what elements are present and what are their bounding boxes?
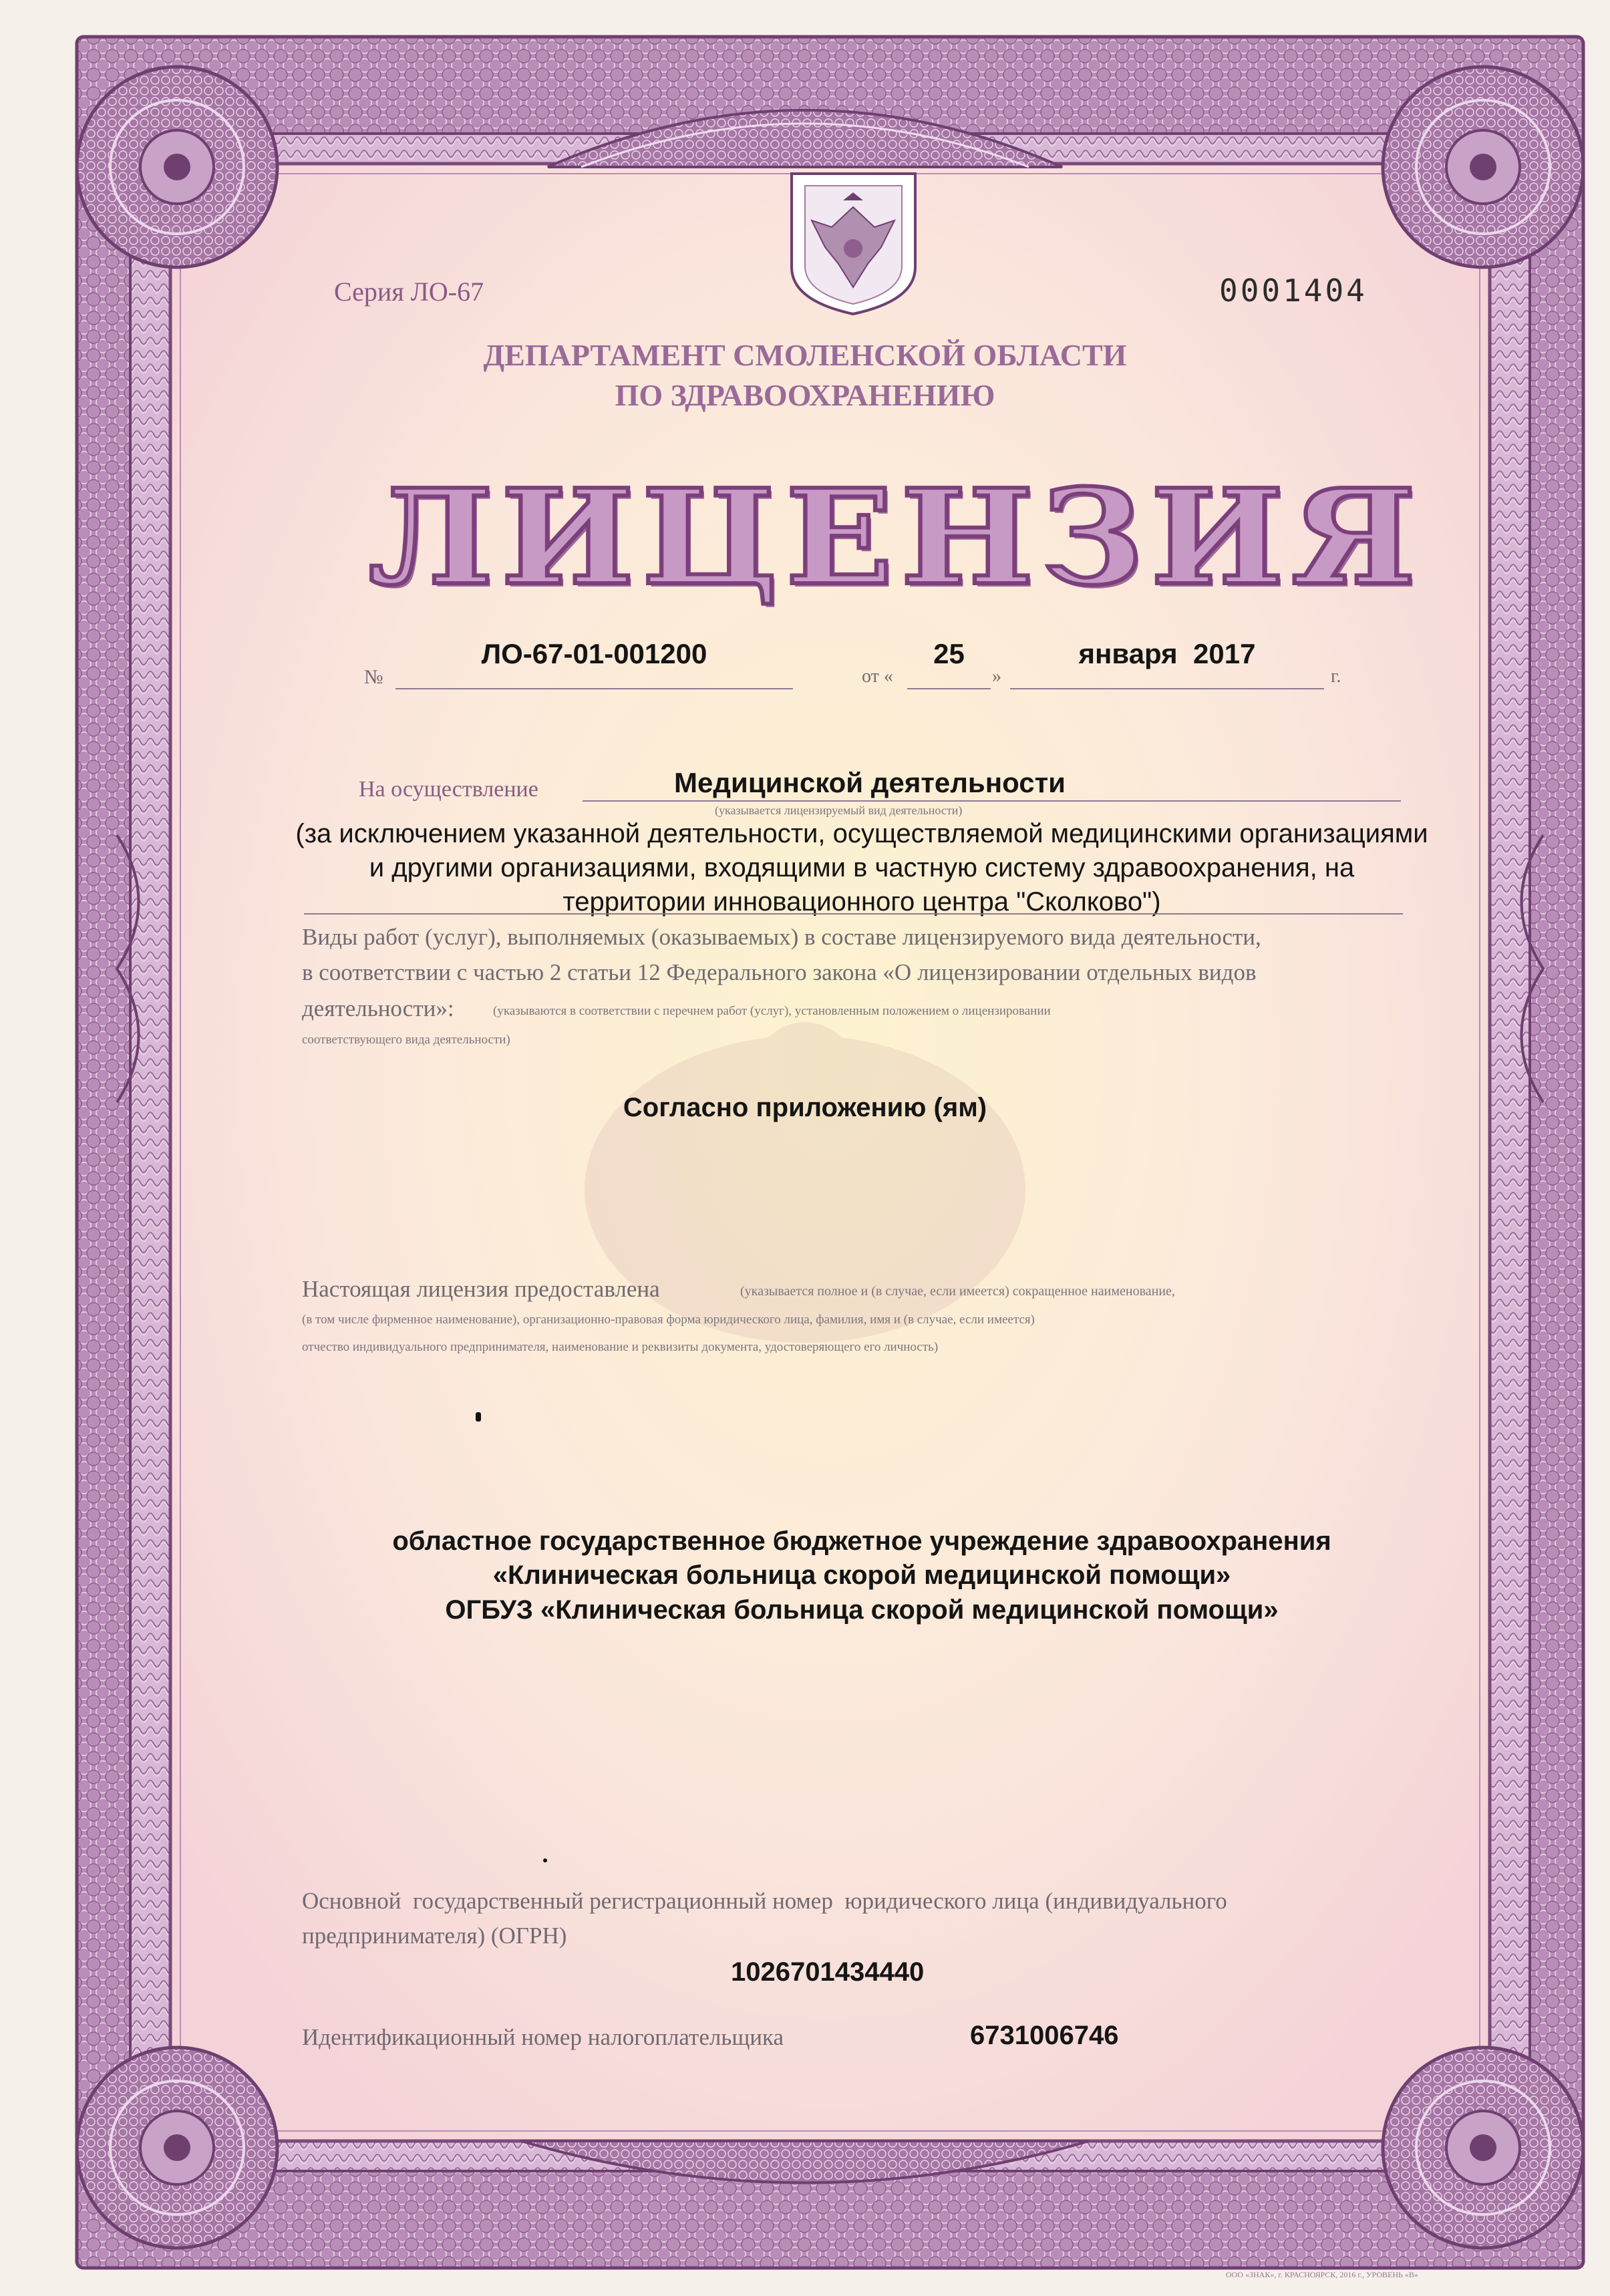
holder-note2: (в том числе фирменное наименование), организационно-правовая форма юридического лица, фамилия, имя и (в случае, если имеется) <box>302 1313 1035 1327</box>
holder-label: Настоящая лицензия предоставлена <box>302 1276 660 1302</box>
license-month-year: января 2017 <box>1078 638 1256 669</box>
activity-exclusion-line2: и другими организациями, входящими в частную систему здравоохранения, на <box>369 853 1355 882</box>
activity-exclusion-line3: территории инновационного центра "Сколково") <box>562 887 1161 917</box>
series-label: Серия ЛО-67 <box>334 277 484 307</box>
activity-underline-2 <box>304 913 1403 915</box>
activity-hint: (указывается лицензируемый вид деятельности) <box>715 804 963 817</box>
month-underline <box>1010 688 1324 689</box>
inn-label: Идентификационный номер налогоплательщика <box>302 2024 784 2050</box>
ogrn-value: 1026701434440 <box>731 1957 925 1987</box>
ink-dot <box>476 1412 481 1422</box>
day-underline <box>907 688 991 689</box>
works-line4-note: соответствующего вида деятельности) <box>302 1033 510 1047</box>
holder-note1: (указывается полное и (в случае, если имеется) сокращенное наименование, <box>740 1284 1175 1299</box>
activity-label: На осуществление <box>359 777 538 802</box>
license-day: 25 <box>933 638 965 669</box>
works-value: Согласно приложению (ям) <box>623 1093 987 1122</box>
department-name-line1: ДЕПАРТАМЕНТ СМОЛЕНСКОЙ ОБЛАСТИ <box>483 338 1127 372</box>
document-title: ЛИЦЕНЗИЯ <box>368 461 1424 615</box>
holder-name-line3: ОГБУЗ «Клиническая больница скорой медицинской помощи» <box>445 1595 1279 1625</box>
year-suffix: г. <box>1331 666 1341 687</box>
works-line3-label: деятельности»: <box>302 995 454 1021</box>
date-quote-close: » <box>992 666 1001 687</box>
inn-value: 6731006746 <box>970 2021 1119 2050</box>
works-line1: Виды работ (услуг), выполняемых (оказываемых) в составе лицензируемого вида деятельности, <box>302 924 1261 950</box>
date-from-label: от « <box>862 666 893 687</box>
number-label: № <box>364 666 383 688</box>
holder-name-line2: «Клиническая больница скорой медицинской помощи» <box>492 1561 1231 1590</box>
number-underline <box>395 688 793 689</box>
blank-number: 0001404 <box>1219 273 1367 309</box>
ogrn-label-line2: предпринимателя) (ОГРН) <box>302 1923 567 1949</box>
holder-name-line1: областное государственное бюджетное учреждение здравоохранения <box>392 1526 1331 1556</box>
works-line2: в соответствии с частью 2 статьи 12 Федерального закона «О лицензировании отдельных видов <box>302 959 1257 985</box>
holder-note3: отчество индивидуального предпринимателя, наименование и реквизиты документа, удостоверяющего его личность) <box>302 1340 939 1354</box>
license-number: ЛО-67-01-001200 <box>481 638 707 669</box>
activity-exclusion-line1: (за исключением указанной деятельности, осуществляемой медицинскими организациями <box>295 819 1428 848</box>
works-line3-note: (указываются в соответствии с перечнем работ (услуг), установленным положением о лицензировании <box>493 1004 1051 1018</box>
ink-dot-2 <box>543 1858 547 1862</box>
department-name-line2: ПО ЗДРАВООХРАНЕНИЮ <box>615 378 995 412</box>
ogrn-label-line1: Основной государственный регистрационный номер юридического лица (индивидуального <box>302 1888 1227 1914</box>
printer-imprint: ООО «ЗНАК», г. КРАСНОЯРСК, 2016 г., УРОВЕНЬ «В» <box>1226 2270 1418 2279</box>
activity-underline <box>583 800 1401 802</box>
coat-of-arms-icon <box>792 174 915 314</box>
activity-value: Медицинской деятельности <box>674 767 1066 798</box>
